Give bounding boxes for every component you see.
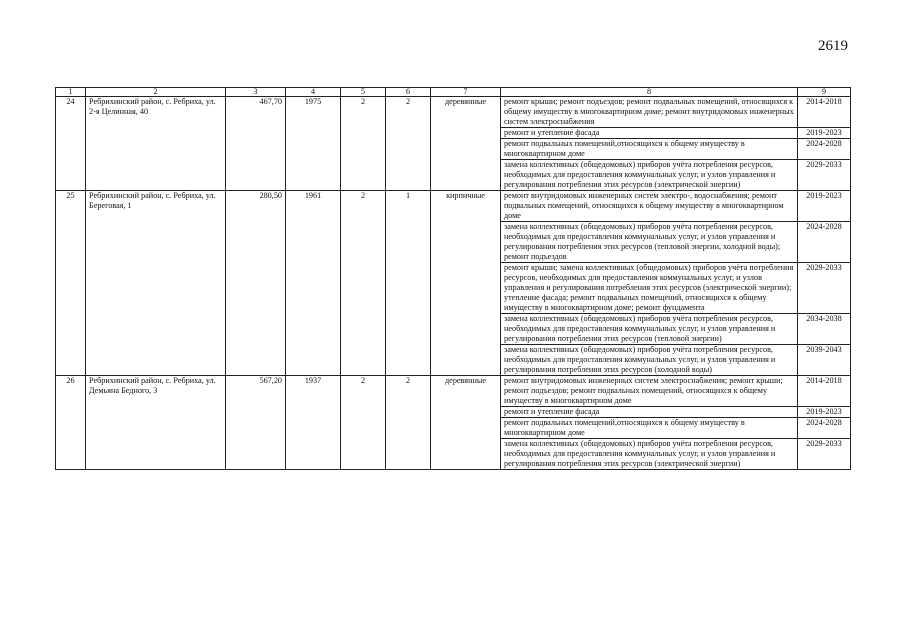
repair-work-description: ремонт подвальных помещений,относящихся к общему имуществу в многоквартирном доме: [501, 139, 798, 160]
repair-work-description: замена коллективных (общедомовых) приборов учёта потребления ресурсов, необходимых для предоставления коммунальных услуг, и узлов управления и регулирования потребления этих ресурсов (электрической энергии): [501, 439, 798, 470]
repair-work-description: ремонт подвальных помещений,относящихся к общему имуществу в многоквартирном доме: [501, 418, 798, 439]
column-number: 2: [86, 88, 226, 97]
column-number: 6: [386, 88, 431, 97]
repair-period: 2019-2023: [798, 407, 851, 418]
housing-repair-table: [55, 87, 851, 470]
repair-work-description: ремонт крыши; ремонт подъездов; ремонт подвальных помещений, относящихся к общему имуществу в многоквартирном доме; ремонт внутридомовых инженерных систем электроснабжения: [501, 97, 798, 128]
column-number: 7: [431, 88, 501, 97]
repair-work-description: замена коллективных (общедомовых) приборов учёта потребления ресурсов, необходимых для предоставления коммунальных услуг, и узлов управления и регулирования потребления этих ресурсов (тепловой энергии, холодной воды); ремонт подъездов: [501, 222, 798, 263]
column-number: 3: [226, 88, 286, 97]
repair-period: 2029-2033: [798, 263, 851, 314]
construction-year: 1937: [286, 376, 341, 470]
repair-work-description: ремонт внутридомовых инженерных систем электро-, водоснабжения; ремонт подвальных помещений, относящихся к общему имуществу в многоквартирном доме: [501, 191, 798, 222]
column-number: 9: [798, 88, 851, 97]
table-row: [56, 376, 851, 407]
building-area: 467,70: [226, 97, 286, 191]
wall-material: деревянные: [431, 376, 501, 470]
row-number: 26: [56, 376, 86, 470]
column-number: 8: [501, 88, 798, 97]
building-address: Ребрихинский район, с. Ребриха, ул. Демьяна Бедного, 3: [86, 376, 226, 470]
repair-period: 2024-2028: [798, 418, 851, 439]
column-5-value: 2: [341, 376, 386, 470]
building-address: Ребрихинский район, с. Ребриха, ул. Береговая, 1: [86, 191, 226, 376]
repair-period: 2029-2033: [798, 160, 851, 191]
row-number: 25: [56, 191, 86, 376]
page-number: 2619: [818, 38, 848, 54]
repair-work-description: ремонт и утепление фасада: [501, 128, 798, 139]
repair-period: 2019-2023: [798, 191, 851, 222]
repair-work-description: ремонт и утепление фасада: [501, 407, 798, 418]
repair-period: 2019-2023: [798, 128, 851, 139]
column-number-row: [56, 88, 851, 97]
construction-year: 1961: [286, 191, 341, 376]
repair-period: 2034-2038: [798, 314, 851, 345]
column-number: 5: [341, 88, 386, 97]
column-6-value: 1: [386, 191, 431, 376]
row-number: 24: [56, 97, 86, 191]
repair-work-description: замена коллективных (общедомовых) приборов учёта потребления ресурсов, необходимых для предоставления коммунальных услуг, и узлов управления и регулирования потребления этих ресурсов (тепловой энергии): [501, 314, 798, 345]
repair-period: 2014-2018: [798, 97, 851, 128]
wall-material: деревянные: [431, 97, 501, 191]
repair-work-description: замена коллективных (общедомовых) приборов учёта потребления ресурсов, необходимых для предоставления коммунальных услуг, и узлов управления и регулирования потребления этих ресурсов (электрической энергии): [501, 160, 798, 191]
repair-period: 2039-2043: [798, 345, 851, 376]
table-row: [56, 97, 851, 128]
repair-period: 2024-2028: [798, 139, 851, 160]
repair-work-description: ремонт внутридомовых инженерных систем электроснабжения; ремонт крыши; ремонт подъездов; ремонт подвальных помещений, относящихся к общему имуществу в многоквартирном доме: [501, 376, 798, 407]
building-area: 567,20: [226, 376, 286, 470]
column-6-value: 2: [386, 376, 431, 470]
repair-work-description: замена коллективных (общедомовых) приборов учёта потребления ресурсов, необходимых для предоставления коммунальных услуг, и узлов управления и регулирования потребления этих ресурсов (холодной воды): [501, 345, 798, 376]
column-5-value: 2: [341, 97, 386, 191]
column-number: 4: [286, 88, 341, 97]
column-6-value: 2: [386, 97, 431, 191]
column-5-value: 2: [341, 191, 386, 376]
column-number: 1: [56, 88, 86, 97]
repair-period: 2024-2028: [798, 222, 851, 263]
table-row: [56, 191, 851, 222]
construction-year: 1975: [286, 97, 341, 191]
building-address: Ребрихинский район, с. Ребриха, ул. 2-я Целинная, 40: [86, 97, 226, 191]
repair-work-description: ремонт крыши; замена коллективных (общедомовых) приборов учёта потребления ресурсов, необходимых для предоставления коммунальных услуг, и узлов управления и регулирования потребления этих ресурсов (электрической энергии); утепление фасада; ремонт подвальных помещений, относящихся к общему имуществу в многоквартирном доме; ремонт фундамента: [501, 263, 798, 314]
building-area: 280,50: [226, 191, 286, 376]
wall-material: кирпичные: [431, 191, 501, 376]
repair-period: 2014-2018: [798, 376, 851, 407]
repair-period: 2029-2033: [798, 439, 851, 470]
